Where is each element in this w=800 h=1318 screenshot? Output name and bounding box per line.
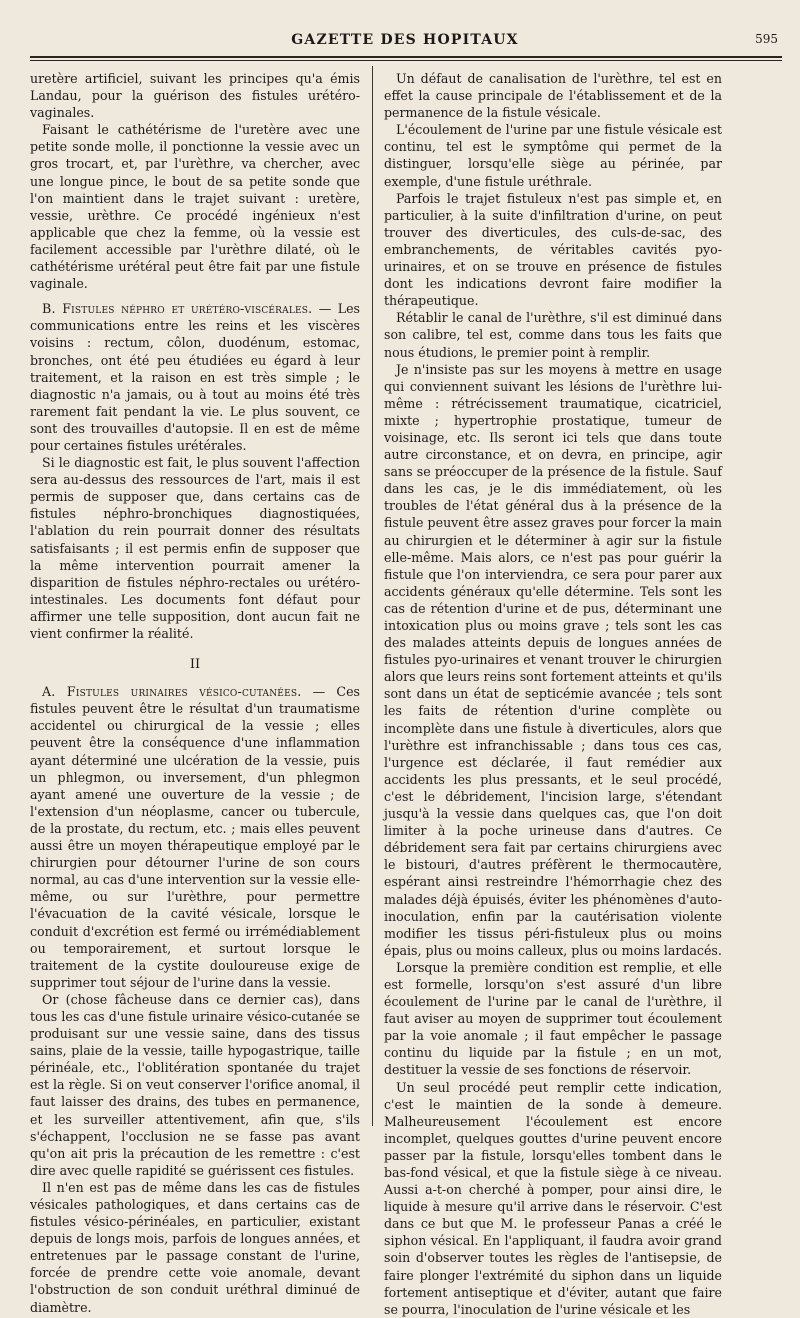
- paragraph: L'écoulement de l'urine par une fistule vésicale est continu, tel est le symptôme qui permet de la distinguer, lorsqu'elle siège au périnée, par exemple, d'une fistule uréthrale.: [384, 122, 722, 189]
- section-number: II: [189, 657, 201, 673]
- header-rule-thick: [30, 56, 782, 58]
- page-number: 595: [755, 32, 778, 46]
- paragraph: Lorsque la première condition est remplie, et elle est formelle, lorsqu'on s'est assuré d'un libre écoulement de l'urine par le canal de l'urèthre, il faut aviser au moyen de supprimer tout écoulement par la voie anomale ; il faut empêcher le passage continu du liquide par la fistule ; en un mot, destituer la vessie de ses fonctions de réservoir.: [384, 959, 722, 1078]
- paragraph: Rétablir le canal de l'urèthre, s'il est diminué dans son calibre, tel est, comme dans tous les faits que nous étudions, le premier point à remplir.: [384, 310, 722, 360]
- right-column: [384, 70, 722, 1317]
- paragraph: uretère artificiel, suivant les principes qu'a émis Landau, pour la guérison des fistules urétéro-vaginales.: [30, 71, 360, 121]
- paragraph: [30, 300, 360, 454]
- paragraph: Je n'insiste pas sur les moyens à mettre en usage qui conviennent suivant les lésions de l'urèthre lui-même : rétrécissement traumatique, cicatriciel, mixte ; hypertrophie prostatique, tumeur de voisinage, etc. Ils seront ici tels que dans toute autre circonstance, et on devra, en principe, agir sans se préoccuper de la présence de la fistule. Sauf dans les cas, je le dis immédiatement, où les troubles de l'état général dus à la présence de la fistule peuvent être assez graves pour forcer la main au chirurgien et le déterminer à agir sur la fistule elle-même. Mais alors, ce n'est pas pour guérir la fistule que l'on interviendra, ce sera pour parer aux accidents généraux qu'elle détermine. Tels sont les cas de rétention d'urine et de pus, déterminant une intoxication plus ou moins grave ; tels sont les cas des malades atteints depuis de longues années de fistules pyo-urinaires et venant trouver le chirurgien alors que leurs reins sont fortement atteints et qu'ils sont dans un état de septicémie avancée ; tels sont les faits de rétention d'urine complète ou incomplète dans une fistule à diverticules, alors que l'urèthre est infranchissable ; dans tous ces cas, l'urgence est déclarée, il faut remédier aux accidents les plus pressants, et le seul procédé, c'est le débridement, l'incision large, s'étendant jusqu'à la vessie dans quelques cas, que l'on doit limiter à la poche urineuse dans d'autres. Ce débridement sera fait par certains chirurgiens avec le bistouri, d'autres préfèrent le thermocautère, espérant ainsi restreindre l'hémorrhagie chez des malades déjà épuisés, éviter les phénomènes d'auto-inoculation, enfin par la cautérisation violente modifier les tissus péri-fistuleux plus ou moins épais, plus ou moins calleux, plus ou moins lardacés.: [384, 361, 722, 958]
- paragraph: Si le diagnostic est fait, le plus souvent l'affection sera au-dessus des ressources de l'art, mais il est permis de supposer que, dans certains cas de fistules néphro-bronchiques diagnostiquées, l'ablation du rein pourrait donner des résultats satisfaisants ; il est permis enfin de supposer que la même intervention pourrait amener la disparition de fistules néphro-rectales ou urétéro-intestinales. Les documents font défaut pour affirmer une telle supposition, dont aucun fait ne vient confirmer la réalité.: [30, 455, 360, 641]
- paragraph-text: — Ces fistules peuvent être le résultat d'un traumatisme accidentel ou chirurgical de la vessie ; elles peuvent être la conséquence d'une inflammation ayant déterminé une ulcération de la vessie, puis un phlegmon, ou inversement, d'un phlegmon ayant amené une ouverture de la vessie ; de l'extension d'un néoplasme, cancer ou tubercule, de la prostate, du rectum, etc. ; mais elles peuvent aussi être un moyen thérapeutique employé par le chirurgien pour détourner l'urine de son cours normal, au cas d'une intervention sur la vessie elle-même, ou sur l'urèthre, pour permettre l'évacuation de la cavité vésicale, lorsque le conduit d'excrétion est fermé ou irrémédiablement ou temporairement, et surtout lorsque le traitement de la cystite douloureuse exige de supprimer tout séjour de l'urine dans la vessie.: [30, 684, 360, 990]
- paragraph: Or (chose fâcheuse dans ce dernier cas), dans tous les cas d'une fistule urinaire vésico-cutanée se produisant sur une vessie saine, dans des tissus sains, plaie de la vessie, taille hypogastrique, taille périnéale, etc., l'oblitération spontanée du trajet est la règle. Si on veut conserver l'orifice anomal, il faut laisser des drains, des tubes en permanence, et les surveiller attentivement, afin que, s'ils s'échappent, l'occlusion ne se fasse pas avant qu'on ait pris la précaution de les remettre : c'est dire avec quelle rapidité se guérissent ces fistules.: [30, 991, 360, 1178]
- journal-title: GAZETTE DES HOPITAUX: [291, 32, 519, 48]
- paragraph: [30, 683, 360, 991]
- header-rule-thin: [30, 60, 782, 61]
- column-divider: [372, 66, 373, 1126]
- section-heading: B. Fistules néphro et urétéro-viscérales.: [42, 301, 313, 317]
- paragraph-text: — Les communications entre les reins et les viscères voisins : rectum, côlon, duodénum, estomac, bronches, ont été peu étudiées eu égard à leur traitement, et la raison en est très simple ; le diagnostic n'a jamais, ou à tout au moins été très rarement fait pendant la vie. Le plus souvent, ce sont des trouvailles d'autopsie. Il en est de même pour certaines fistules urétérales.: [30, 301, 360, 453]
- paragraph: Faisant le cathétérisme de l'uretère avec une petite sonde molle, il ponctionne la vessie avec un gros trocart, et, par l'urèthre, va chercher, avec une longue pince, le bout de sa petite sonde que l'on maintient dans le trajet suivant : uretère, vessie, urèthre. Ce procédé ingénieux n'est applicable que chez la femme, où la vessie est facilement accessible par l'urèthre dilaté, où le cathétérisme urétéral peut être fait par une fistule vaginale.: [30, 122, 360, 292]
- paragraph: Un seul procédé peut remplir cette indication, c'est le maintien de la sonde à demeure. Malheureusement l'écoulement est encore incomplet, quelques gouttes d'urine peuvent encore passer par la fistule, lorsqu'elles tombent dans le bas-fond vésical, et que la fistule siège à ce niveau. Aussi a-t-on cherché à pomper, pour ainsi dire, le liquide à mesure qu'il arrive dans le réservoir. C'est dans ce but que M. le professeur Panas a créé le siphon vésical. En l'appliquant, il faudra avoir grand soin d'observer toutes les règles de l'antisepsie, de faire plonger l'extrémité du siphon dans un liquide fortement antiseptique et d'éviter, autant que faire se pourra, l'inoculation de l'urine vésicale et les: [384, 1079, 722, 1317]
- paragraph: Il n'en est pas de même dans les cas de fistules vésicales pathologiques, et dans certains cas de fistules vésico-périnéales, en particulier, existant depuis de longs mois, parfois de longues années, et entretenues par le passage constant de l'urine, forcée de prendre cette voie anomale, devant l'obstruction de son conduit uréthral diminué de diamètre.: [30, 1179, 360, 1315]
- section-heading: A. Fistules urinaires vésico-cutanées.: [42, 684, 302, 700]
- paragraph: Parfois le trajet fistuleux n'est pas simple et, en particulier, à la suite d'infiltration d'urine, on peut trouver des diverticules, des culs-de-sac, des embranchements, de véritables cavités pyo-urinaires, et on se trouve en présence de fistules dont les indications devront faire modifier la thérapeutique.: [384, 190, 722, 309]
- page-header: [30, 32, 780, 54]
- left-column: [30, 70, 360, 1315]
- paragraph: Un défaut de canalisation de l'urèthre, tel est en effet la cause principale de l'établissement et de la permanence de la fistule vésicale.: [384, 71, 722, 121]
